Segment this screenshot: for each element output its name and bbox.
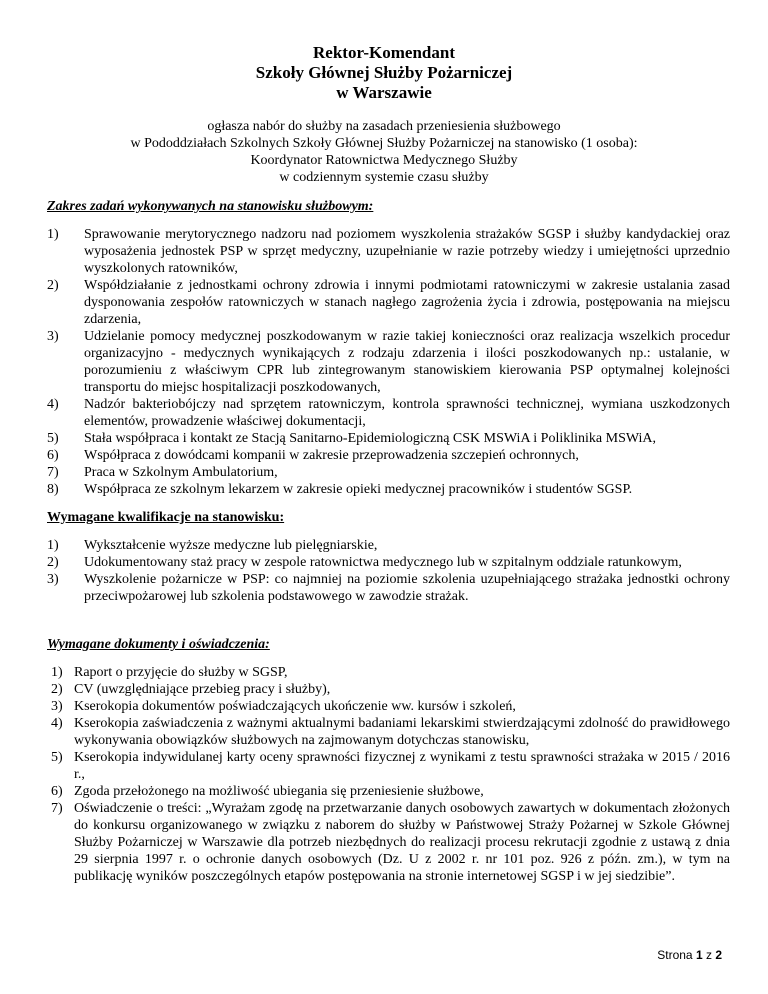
list-item: 6) Współpraca z dowódcami kompanii w zakresie przeprowadzenia szczepień ochronnych, xyxy=(47,448,579,463)
intro-line-4: w codziennym systemie czasu służby xyxy=(279,170,489,185)
title-line-3: w Warszawie xyxy=(336,83,432,102)
list-item: 4) Nadzór bakteriobójczy nad sprzętem ratowniczym, kontrola sprawności technicznej, wymiana uszkodzonych elementów, prowadzenie właściwej dokumentacji, xyxy=(47,397,730,429)
intro-block xyxy=(0,118,768,186)
title-line-1: Rektor-Komendant xyxy=(313,43,455,62)
list-item: 6) Zgoda przełożonego na możliwość ubiegania się przeniesienie służbowe, xyxy=(51,784,484,799)
qualifications-list xyxy=(47,537,730,605)
list-item: 2) Współdziałanie z jednostkami ochrony zdrowia i innymi podmiotami ratowniczymi w zakresie ustalania zasad dysponowania zespołów ratowniczych w stanach nagłego zagrożenia życia i zdrowia, postępowania na miejscu zdarzenia, xyxy=(47,278,730,327)
section-heading-qualifications: Wymagane kwalifikacje na stanowisku: xyxy=(47,510,285,525)
list-item: 5) Stała współpraca i kontakt ze Stacją Sanitarno-Epidemiologiczną CSK MSWiA i Poliklinika MSWiA, xyxy=(47,431,657,446)
intro-line-3: Koordynator Ratownictwa Medycznego Służby xyxy=(250,153,518,168)
section-heading-documents: Wymagane dokumenty i oświadczenia: xyxy=(47,637,270,652)
list-item: 1) Raport o przyjęcie do służby w SGSP, xyxy=(51,665,288,680)
list-item: 5) Kserokopia indywidulanej karty oceny sprawności fizycznej z wynikami z testu sprawności strażaka w 2015 / 2016 r., xyxy=(51,750,730,782)
list-item: 3) Kserokopia dokumentów poświadczających ukończenie ww. kursów i szkoleń, xyxy=(51,699,516,714)
list-item: 1) Sprawowanie merytorycznego nadzoru nad poziomem wyszkolenia strażaków SGSP i służby kandydackiej oraz wyposażenia jednostek PSP w sprzęt medyczny, uzupełnianie w razie potrzeby wiedzy i umiejętności uprzednio wyszkolonych ratowników, xyxy=(47,227,730,276)
documents-list xyxy=(51,664,730,885)
list-item: 2) CV (uwzględniające przebieg pracy i służby), xyxy=(51,682,331,697)
list-item: 3) Udzielanie pomocy medycznej poszkodowanym w razie takiej konieczności oraz realizacja wszelkich procedur organizacyjno - medycznych wynikających z rodzaju zdarzenia i ilości poszkodowanych np.: ustalanie, w porozumieniu z właściwym CPR lub zintegrowanym stanowiskiem kierowania PSP optymalnej kolejności transportu do miejsc hospitalizacji poszkodowanych, xyxy=(47,329,730,395)
section-heading-duties: Zakres zadań wykonywanych na stanowisku służbowym: xyxy=(47,199,374,214)
intro-line-2: w Pododdziałach Szkolnych Szkoły Głównej Służby Pożarniczej na stanowisko (1 osoba): xyxy=(130,136,638,151)
list-item: 7) Oświadczenie o treści: „Wyrażam zgodę na przetwarzanie danych osobowych zawartych w dokumentach złożonych do konkursu organizowanego w związku z naborem do służby w Państwowej Straży Pożarnej w Szkole Głównej Służby Pożarniczej w Warszawie dla potrzeb niezbędnych do realizacji procesu rekrutacji zgodnie z ustawą z dnia 29 sierpnia 1997 r. o ochronie danych osobowych (Dz. U z 2002 r. nr 101 poz. 926 z późn. zm.), w tym na publikację wyników poszczególnych etapów postępowania na stronie internetowej SGSP i w jej siedzibie”. xyxy=(51,801,730,884)
duties-list xyxy=(47,226,730,498)
document-title xyxy=(0,43,768,103)
list-item: 8) Współpraca ze szkolnym lekarzem w zakresie opieki medycznej pracowników i studentów SGSP. xyxy=(47,482,633,497)
list-item: 3) Wyszkolenie pożarnicze w PSP: co najmniej na poziomie szkolenia uzupełniającego strażaka jednostki ochrony przeciwpożarowej lub szkolenia podstawowego w zawodzie strażak. xyxy=(47,572,730,604)
list-item: 2) Udokumentowany staż pracy w zespole ratownictwa medycznego lub w szpitalnym oddziale ratunkowym, xyxy=(47,555,682,570)
intro-line-1: ogłasza nabór do służby na zasadach przeniesienia służbowego xyxy=(207,119,561,134)
title-line-2: Szkoły Głównej Służby Pożarniczej xyxy=(255,63,513,82)
list-item: 1) Wykształcenie wyższe medyczne lub pielęgniarskie, xyxy=(47,538,378,553)
page-number: Strona 1 z 2 xyxy=(657,948,722,962)
list-item: 4) Kserokopia zaświadczenia z ważnymi aktualnymi badaniami lekarskimi stwierdzającymi zdolność do prawidłowego wykonywania obowiązków służbowych na zajmowanym dotychczas stanowisku, xyxy=(51,716,730,748)
list-item: 7) Praca w Szkolnym Ambulatorium, xyxy=(47,465,278,480)
